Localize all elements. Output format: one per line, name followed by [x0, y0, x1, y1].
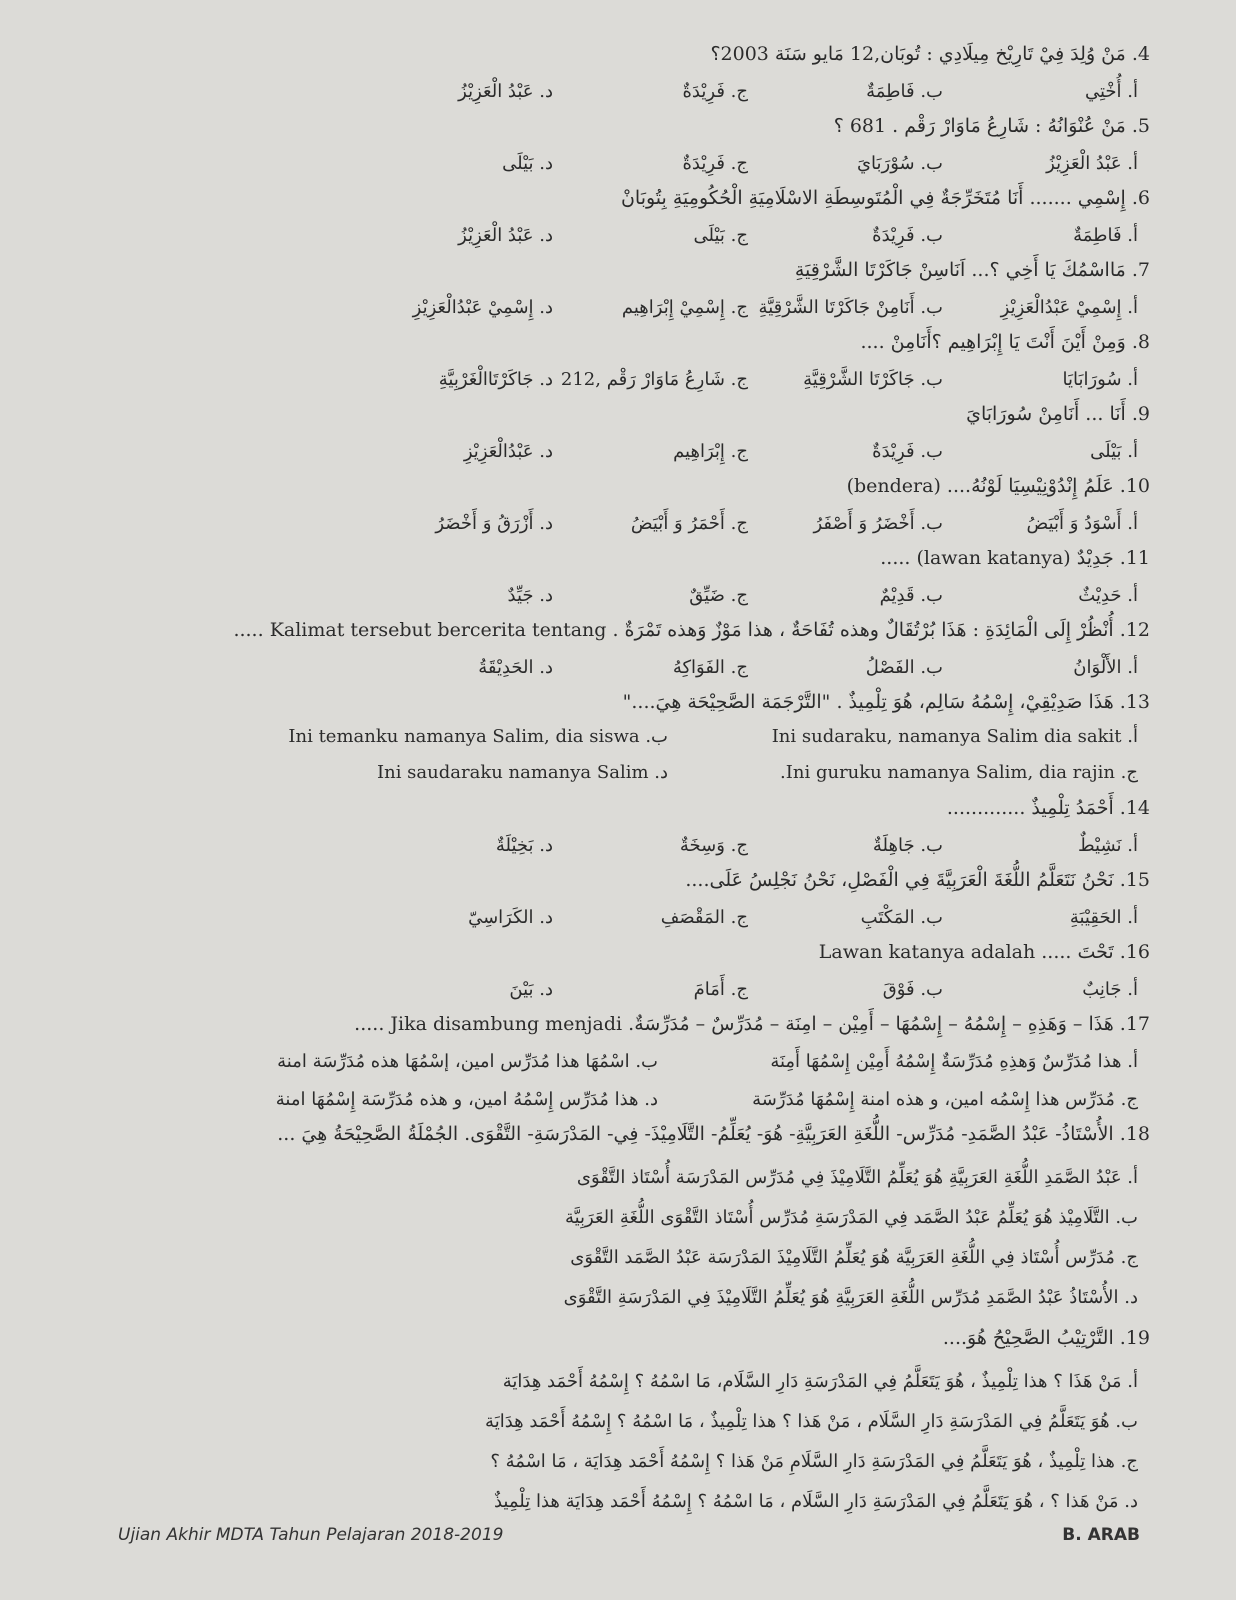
answer-option: أ. الأَلْوَانُ	[1073, 657, 1138, 678]
answer-option: أ. جَانِبٌ	[1082, 979, 1138, 1000]
question-stem	[70, 184, 1150, 212]
answer-option: ج. أَمَامَ	[693, 979, 748, 1000]
answer-options-row	[70, 366, 1150, 394]
question-stem	[70, 1120, 1150, 1148]
answer-option: ب. جَاهِلَةٌ	[872, 835, 943, 856]
answer-options-row	[70, 294, 1150, 322]
question-text: مَنْ وُلِدَ فِيْ تَارِيْخ مِيلَادِي : تُوبَان,12 مَايو سَنَة 2003؟	[710, 43, 1126, 65]
answer-option: ج. مُدَرِّس هذا إِسْمُه امين، و هذه امنة إِسْمُهَا مُدَرِّسَة	[752, 1089, 1138, 1110]
answer-option: ب. المَكْتَبِ	[860, 907, 943, 928]
question-text: مَااسْمُكَ يَا أَخِي ؟... اَنَاسِنْ جَاكَرْتَا الشَّرْقِيَةِ	[794, 259, 1126, 281]
answer-option: أ. فَاطِمَةٌ	[1073, 225, 1138, 246]
answer-option: ب. Ini temanku namanya Salim, dia siswa	[288, 726, 668, 747]
question-text: مَنْ عُنْوَانُهُ : شَارِعُ مَاوَارْ رَقْم . 681 ؟	[833, 115, 1126, 137]
answer-option: ب. فَرِيْدَةٌ	[872, 441, 943, 462]
answer-option: أ. إِسْمِيْ عَبْدُالْعَزِيْزِ	[1000, 297, 1138, 318]
question-stem	[70, 688, 1150, 716]
answer-option: د. الأُسْتَاذُ عَبْدُ الصَّمَدِ مُدَرِّس اللُّغَةِ العَرَبِيَّةِ هُوَ يُعَلِّمُ التَّلَامِيْذَ فِي المَدْرَسَةِ التَّقْوَى	[563, 1287, 1138, 1308]
answer-option: ب. اسْمُهَا هذا مُدَرِّس امين، إسْمُهَا هذه مُدَرِّسَة امنة	[277, 1051, 658, 1072]
question-text: هَذَا – وَهَذِهِ – إِسْمُهُ – إِسْمُهَا – أَمِيْن – امِنَة – مُدَرِّسٌ – مُدَرِّسَةٌ. Jika disambung menjadi .....	[354, 1013, 1114, 1035]
answer-option: أ. نَشِيْطٌ	[1077, 835, 1138, 856]
answer-options-row	[70, 976, 1150, 1004]
answer-option: ج. وَسِخَةٌ	[679, 835, 748, 856]
answer-options-row	[70, 1362, 1150, 1522]
question-number: 12.	[1119, 619, 1150, 641]
answer-option: د. عَبْدُالْعَزِيْزِ	[463, 441, 553, 462]
answer-options	[70, 722, 1150, 788]
question-text: تَحْتَ ..... Lawan katanya adalah	[818, 941, 1114, 963]
answer-option: ب. الفَصْلُ	[865, 657, 943, 678]
answer-options-row	[70, 510, 1150, 538]
answer-option: ب. قَدِيْمٌ	[879, 585, 943, 606]
answer-option: ج. بَيْلَى	[693, 225, 748, 246]
answer-options	[70, 976, 1150, 1004]
question-number: 13.	[1119, 691, 1150, 713]
question-stem	[70, 112, 1150, 140]
answer-options	[70, 832, 1150, 860]
question-text: الأُسْتَاذُ- عَبْدُ الصَّمَدِ- مُدَرِّس- اللُّغَةِ العَرَبِيَّةِ- هُوَ- يُعَلِّمُ- التَّلَامِيْذَ- فِي- المَدْرَسَةِ- التَّقْوَى. الجُمْلَةُ الصَّحِيْحَةُ هِيَ ...	[277, 1123, 1114, 1145]
answer-options-row	[70, 1086, 1150, 1114]
question-number: 11.	[1119, 547, 1150, 569]
answer-option: ب. جَاكَرْتَا الشَّرْقِيَّةِ	[803, 369, 943, 390]
footer-exam-title: Ujian Akhir MDTA Tahun Pelajaran 2018-2019	[118, 1525, 504, 1545]
answer-option: ج. إِبْرَاهِيم	[673, 441, 748, 462]
answer-options	[70, 294, 1150, 322]
page-footer	[118, 1525, 1140, 1545]
answer-option: ج. ضَيِّقٌ	[689, 585, 748, 606]
answer-options-row	[70, 832, 1150, 860]
answer-option: ج. هذا تِلْمِيذٌ ، هُوَ يَتَعَلَّمُ فِي المَدْرَسَةِ دَارِ السَّلَامِ مَنْ هَذا ؟ إِسْمُهُ أَحْمَد هِدَايَة ، مَا اسْمُهُ ؟	[490, 1451, 1138, 1472]
answer-option: ب. سُوْرَبَايَ	[856, 153, 943, 174]
answer-option: أ. عَبْدُ الْعَزِيْزُ	[1046, 153, 1138, 174]
answer-option: أ. حَدِيْثٌ	[1078, 585, 1138, 606]
question-text: وَمِنْ أَيْنَ أَنْتَ يَا إِبْرَاهِيم ؟أَنَامِنْ ....	[860, 331, 1126, 353]
question-text: أَنَا ... أَنَامِنْ سُورَابَايَ	[966, 403, 1126, 425]
answer-options	[70, 1362, 1150, 1522]
answer-options-row	[70, 1048, 1150, 1076]
answer-options	[70, 904, 1150, 932]
answer-option: د. أَزْرَقُ وَ أَخْضَرُ	[435, 513, 553, 534]
question-text: التَّرْتِيْبُ الصَّحِيْحُ هُوَ....	[942, 1327, 1114, 1349]
answer-options	[70, 510, 1150, 538]
question-number: 7.	[1131, 259, 1150, 281]
answer-options-row	[70, 758, 1150, 788]
question-text: هَذَا صَدِيْقِيْ، إِسْمُهُ سَالِم، هُوَ تِلْمِيذٌ . "التَّرْجَمَة الصَّحِيْحَة هِيَ...."	[622, 691, 1114, 713]
question-stem	[70, 938, 1150, 966]
answer-option: د. جَاكَرْتَاالْغَرْبِيَّةِ	[438, 369, 553, 390]
answer-option: د. عَبْدُ الْعَزِيْزُ	[458, 81, 553, 102]
question-text: جَدِيْدٌ (lawan katanya) .....	[880, 547, 1114, 569]
answer-option: ب. التَّلَامِيْذ هُوَ يُعَلِّمُ عَبْدُ الصَّمَد فِي المَدْرَسَةِ مُدَرِّس أُسْتَاذ التَّقْوَى اللُّغَةِ العَرَبِيَّة	[564, 1207, 1138, 1228]
answer-options	[70, 1158, 1150, 1318]
question-stem	[70, 616, 1150, 644]
question-stem	[70, 400, 1150, 428]
question-stem	[70, 1010, 1150, 1038]
answer-option: أ. أُخْتِي	[1084, 81, 1138, 102]
footer-subject: B. ARAB	[1062, 1525, 1140, 1545]
question-list	[70, 40, 1150, 1522]
answer-option: أ. بَيْلَى	[1090, 441, 1138, 462]
question-number: 10.	[1119, 475, 1150, 497]
question-number: 16.	[1119, 941, 1150, 963]
answer-options-row	[70, 722, 1150, 752]
answer-options	[70, 654, 1150, 682]
answer-option: ج. فَرِيْدَةٌ	[682, 81, 748, 102]
answer-option: أ. أَسْوَدُ وَ أَبْيَضُ	[1026, 513, 1138, 534]
answer-options	[70, 438, 1150, 466]
answer-option: د. بَيْلَى	[502, 153, 553, 174]
question-text: نَحْنُ نَتَعَلَّمُ اللُّغَةَ الْعَرَبِيَّةَ فِي الْفَصْلِ، نَحْنُ نَجْلِسُ عَلَى....	[685, 869, 1114, 891]
answer-option: د. بَخِيْلَةٌ	[495, 835, 553, 856]
answer-options-row	[70, 78, 1150, 106]
answer-options	[70, 582, 1150, 610]
answer-options	[70, 222, 1150, 250]
answer-options-row	[70, 904, 1150, 932]
answer-option: ج. الفَوَاكِهُ	[672, 657, 748, 678]
answer-options-row	[70, 438, 1150, 466]
question-text: عَلَمُ إِنْدُوْنِيْسِيَا لَوْنُهُ.... (bendera)	[846, 475, 1114, 497]
answer-options-row	[70, 222, 1150, 250]
question-number: 18.	[1119, 1123, 1150, 1145]
question-number: 15.	[1119, 869, 1150, 891]
answer-option: د. مَنْ هَذا ؟ ، هُوَ يَتَعَلَّمُ فِي المَدْرَسَةِ دَارِ السَّلَام ، مَا اسْمُهُ ؟ إِسْمُهُ أَحْمَد هِدَايَة هذا تِلْمِيذٌ	[493, 1491, 1138, 1512]
answer-options-row	[70, 582, 1150, 610]
answer-option: أ. مَنْ هَذَا ؟ هذا تِلْمِيذٌ ، هُوَ يَتَعَلَّمُ فِي المَدْرَسَةِ دَارِ السَّلَام، مَا اسْمُهُ ؟ إِسْمُهُ أَحْمَد هِدَايَة	[502, 1371, 1138, 1392]
answer-option: ج. مُدَرِّس أُسْتَاذ فِي اللُّغَةِ العَرَبِيَّة هُوَ يُعَلِّمُ التَّلَامِيْذَ المَدْرَسَة عَبْدُ الصَّمَد التَّقْوَى	[570, 1247, 1138, 1268]
question-number: 5.	[1131, 115, 1150, 137]
answer-option: ب. فَاطِمَةٌ	[866, 81, 943, 102]
answer-option: د. الكَرَاسِيّ	[468, 907, 553, 928]
answer-options	[70, 78, 1150, 106]
answer-options-row	[70, 654, 1150, 682]
answer-option: أ. سُورَابَايَا	[1062, 369, 1138, 390]
answer-option: أ. عَبْدُ الصَّمَدِ اللُّغَةِ العَرَبِيَّةِ هُوَ يُعَلِّمُ التَّلَامِيْذَ فِي مُدَرِّس المَدْرَسَة أُسْتَاذ التَّقْوَى	[576, 1167, 1138, 1188]
answer-option: ب. هُوَ يَتَعَلَّمُ فِي المَدْرَسَةِ دَارِ السَّلَام ، مَنْ هَذا ؟ هذا تِلْمِيذٌ ، مَا اسْمُهُ ؟ إِسْمُهُ أَحْمَد هِدَايَة	[485, 1411, 1138, 1432]
answer-options-row	[70, 150, 1150, 178]
answer-option: ب. أَخْضَرُ وَ أَصْفَرُ	[813, 513, 943, 534]
answer-option: ب. أَنَامِنْ جَاكَرْتَا الشَّرْقِيَّةِ	[758, 297, 943, 318]
answer-option: د. Ini saudaraku namanya Salim	[376, 762, 668, 783]
answer-options	[70, 150, 1150, 178]
question-stem	[70, 328, 1150, 356]
question-number: 8.	[1131, 331, 1150, 353]
answer-option: ج. فَرِيْدَةٌ	[682, 153, 748, 174]
answer-option: د. جَيِّدٌ	[507, 585, 553, 606]
question-number: 4.	[1131, 43, 1150, 65]
question-stem	[70, 40, 1150, 68]
question-number: 17.	[1119, 1013, 1150, 1035]
answer-option: ب. فَوْقَ	[882, 979, 943, 1000]
answer-option: أ. الحَقِيْبَةِ	[1069, 907, 1138, 928]
answer-option: ب. فَرِيْدَةٌ	[872, 225, 943, 246]
question-stem	[70, 256, 1150, 284]
answer-option: د. عَبْدُ الْعَزِيْزُ	[458, 225, 553, 246]
answer-option: ج. أَحْمَرُ وَ أَبْيَضُ	[630, 513, 748, 534]
question-text: أَحْمَدُ تِلْمِيذٌ .............	[946, 797, 1114, 819]
answer-option: ج. المَقْصَفِ	[660, 907, 748, 928]
answer-option: ج. إِسْمِيْ إِبْرَاهِيم	[621, 297, 748, 318]
answer-options	[70, 366, 1150, 394]
answer-options	[70, 1048, 1150, 1114]
question-number: 14.	[1119, 797, 1150, 819]
question-stem	[70, 472, 1150, 500]
answer-option: د. الحَدِيْقَةُ	[478, 657, 553, 678]
answer-option: د. بَيْنَ	[509, 979, 553, 1000]
question-stem	[70, 544, 1150, 572]
answer-option: ج. Ini guruku namanya Salim, dia rajin.	[780, 762, 1138, 783]
answer-option: أ. Ini sudaraku, namanya Salim dia sakit	[771, 726, 1138, 747]
question-number: 9.	[1131, 403, 1150, 425]
answer-option: د. هذا مُدَرِّس إِسْمُهُ امين، و هذه مُدَرِّسَة إِسْمُهَا امنة	[275, 1089, 658, 1110]
question-stem	[70, 794, 1150, 822]
answer-options-row	[70, 1158, 1150, 1318]
question-number: 19.	[1119, 1327, 1150, 1349]
question-text: أُنْظُرْ إِلَى الْمَائِدَةِ : هَذَا بُرْتُقَالٌ وهذه تُفَاحَةٌ ، هذا مَوْزٌ وَهذه تَمْرَةٌ . Kalimat tersebut bercerita tentang .....	[233, 619, 1114, 641]
question-stem	[70, 1324, 1150, 1352]
answer-option: أ. هذا مُدَرِّسٌ وَهذِهِ مُدَرِّسَةٌ إِسْمُهُ أَمِيْن إِسْمُهَا أَمِنَة	[770, 1051, 1138, 1072]
question-number: 6.	[1131, 187, 1150, 209]
question-stem	[70, 866, 1150, 894]
question-text: إِسْمِي ....... أَنَا مُتَخَرِّجَةٌ فِي الْمُتَوسِطَةِ الاسْلَامِيَةِ الْحُكُومِيَةِ بِتُوبَانْ	[620, 187, 1126, 209]
answer-option: د. إِسْمِيْ عَبْدُالْعَزِيْزِ	[412, 297, 553, 318]
answer-option: ج. شَارِعُ مَاوَارْ رَقْم ,212	[560, 369, 748, 390]
